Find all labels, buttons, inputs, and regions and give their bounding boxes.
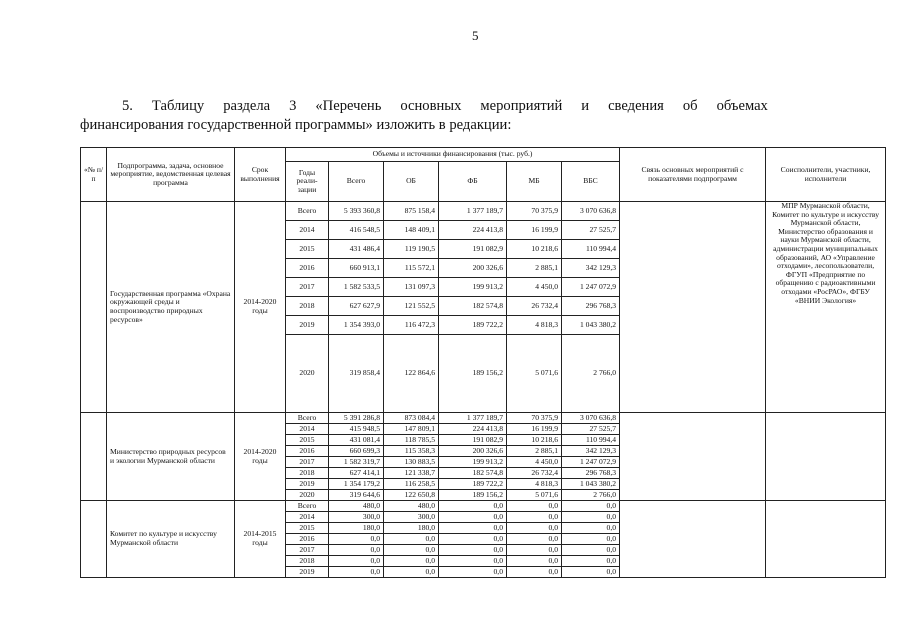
cell-vbs: 1 247 072,9: [562, 278, 620, 297]
cell-fb: 191 082,9: [439, 240, 507, 259]
cell-mb: 0,0: [507, 556, 562, 567]
cell-vbs: 110 994,4: [562, 240, 620, 259]
row-year: 2018: [286, 556, 329, 567]
cell-mb: 0,0: [507, 523, 562, 534]
cell-total: 0,0: [329, 567, 384, 578]
cell-vbs: 296 768,3: [562, 297, 620, 316]
cell-ob: 116 258,5: [384, 479, 439, 490]
financing-table: [80, 147, 886, 578]
cell-ob: 115 572,1: [384, 259, 439, 278]
header-link: Связь основных мероприятий с показателями подпрограмм: [620, 148, 766, 202]
row-year: 2018: [286, 297, 329, 316]
cell-fb: 0,0: [439, 545, 507, 556]
cell-ob: 121 338,7: [384, 468, 439, 479]
cell-mb: 16 199,9: [507, 424, 562, 435]
cell-ob: 180,0: [384, 523, 439, 534]
cell-fb: 0,0: [439, 567, 507, 578]
cell-ob: 115 358,3: [384, 446, 439, 457]
cell-ob: 131 097,3: [384, 278, 439, 297]
cell-fb: 0,0: [439, 556, 507, 567]
block-name: Министерство природных ресурсов и экологии Мурманской области: [107, 413, 235, 501]
cell-vbs: 2 766,0: [562, 490, 620, 501]
cell-fb: 199 913,2: [439, 457, 507, 468]
row-year: 2017: [286, 278, 329, 297]
block-executors: [766, 413, 886, 501]
cell-ob: 0,0: [384, 556, 439, 567]
cell-fb: 1 377 189,7: [439, 413, 507, 424]
header-years: Годы реали-зации: [286, 162, 329, 202]
cell-total: 5 393 360,8: [329, 202, 384, 221]
header-subprogram: Подпрограмма, задача, основное мероприятие, ведомственная целевая программа: [107, 148, 235, 202]
cell-mb: 4 818,3: [507, 316, 562, 335]
block-link: [620, 202, 766, 413]
row-year: 2019: [286, 316, 329, 335]
cell-total: 627 627,9: [329, 297, 384, 316]
cell-ob: 0,0: [384, 534, 439, 545]
intro-word: и: [581, 98, 590, 114]
cell-fb: 0,0: [439, 534, 507, 545]
cell-mb: 10 218,6: [507, 240, 562, 259]
cell-vbs: 3 070 636,8: [562, 202, 620, 221]
block-executors: МПР Мурманской области, Комитет по культуре и искусству Мурманской области, Министерство образования и науки Мурманской области, администрации муниципальных образований, АО «Управление отходами», лесопользователи, ФГУП «Предприятие по обращению с радиоактивными отходами «РосРАО», ФГБУ «ВНИИ Экология»: [766, 202, 886, 413]
cell-total: 0,0: [329, 545, 384, 556]
table-row: [81, 501, 886, 512]
cell-vbs: 3 070 636,8: [562, 413, 620, 424]
cell-total: 660 913,1: [329, 259, 384, 278]
cell-total: 480,0: [329, 501, 384, 512]
cell-ob: 121 552,5: [384, 297, 439, 316]
cell-ob: 300,0: [384, 512, 439, 523]
row-year: 2020: [286, 490, 329, 501]
cell-ob: 119 190,5: [384, 240, 439, 259]
cell-fb: 224 413,8: [439, 424, 507, 435]
cell-total: 1 354 393,0: [329, 316, 384, 335]
cell-vbs: 0,0: [562, 501, 620, 512]
cell-vbs: 27 525,7: [562, 424, 620, 435]
block-name: Государственная программа «Охрана окружающей среды и воспроизводство природных ресурсов»: [107, 202, 235, 413]
cell-mb: 0,0: [507, 534, 562, 545]
cell-ob: 116 472,3: [384, 316, 439, 335]
cell-total: 416 548,5: [329, 221, 384, 240]
table-row: [81, 202, 886, 221]
cell-mb: 70 375,9: [507, 202, 562, 221]
cell-total: 660 699,3: [329, 446, 384, 457]
cell-total: 319 858,4: [329, 335, 384, 413]
cell-mb: 5 071,6: [507, 490, 562, 501]
table-row: [81, 413, 886, 424]
cell-ob: 118 785,5: [384, 435, 439, 446]
cell-fb: 1 377 189,7: [439, 202, 507, 221]
block-term: 2014-2020 годы: [235, 413, 286, 501]
block-num: [81, 413, 107, 501]
cell-total: 5 391 286,8: [329, 413, 384, 424]
cell-mb: 2 885,1: [507, 259, 562, 278]
header-financing: Объемы и источники финансирования (тыс. руб.): [286, 148, 620, 162]
header-ob: ОБ: [384, 162, 439, 202]
cell-fb: 224 413,8: [439, 221, 507, 240]
cell-mb: 26 732,4: [507, 297, 562, 316]
block-num: [81, 202, 107, 413]
cell-vbs: 1 247 072,9: [562, 457, 620, 468]
cell-mb: 5 071,6: [507, 335, 562, 413]
header-vbs: ВБС: [562, 162, 620, 202]
cell-fb: 189 156,2: [439, 490, 507, 501]
intro-word: 3: [289, 98, 297, 114]
cell-ob: 130 883,5: [384, 457, 439, 468]
header-num: «№ п/п: [81, 148, 107, 202]
cell-total: 627 414,1: [329, 468, 384, 479]
block-term: 2014-2015 годы: [235, 501, 286, 578]
cell-mb: 4 818,3: [507, 479, 562, 490]
cell-ob: 122 864,6: [384, 335, 439, 413]
intro-word: объемах: [716, 98, 768, 114]
row-year: 2020: [286, 335, 329, 413]
intro-word: мероприятий: [480, 98, 563, 114]
intro-word: Таблицу: [151, 98, 205, 114]
cell-vbs: 0,0: [562, 534, 620, 545]
intro-word: сведения: [608, 98, 664, 114]
cell-vbs: 1 043 380,2: [562, 479, 620, 490]
row-year: 2014: [286, 424, 329, 435]
intro-paragraph: [80, 97, 768, 135]
page-number: 5: [472, 28, 479, 43]
intro-line-1: [80, 97, 768, 116]
cell-total: 319 644,6: [329, 490, 384, 501]
row-year: 2015: [286, 523, 329, 534]
intro-word: 5.: [122, 98, 133, 114]
row-year: Всего: [286, 501, 329, 512]
cell-ob: 875 158,4: [384, 202, 439, 221]
row-year: Всего: [286, 413, 329, 424]
row-year: 2014: [286, 512, 329, 523]
cell-mb: 2 885,1: [507, 446, 562, 457]
cell-mb: 70 375,9: [507, 413, 562, 424]
block-link: [620, 501, 766, 578]
cell-fb: 189 722,2: [439, 316, 507, 335]
cell-fb: 0,0: [439, 512, 507, 523]
cell-mb: 0,0: [507, 545, 562, 556]
cell-ob: 0,0: [384, 545, 439, 556]
row-year: Всего: [286, 202, 329, 221]
cell-vbs: 2 766,0: [562, 335, 620, 413]
row-year: 2014: [286, 221, 329, 240]
cell-mb: 0,0: [507, 567, 562, 578]
cell-mb: 4 450,0: [507, 278, 562, 297]
cell-vbs: 342 129,3: [562, 446, 620, 457]
cell-vbs: 110 994,4: [562, 435, 620, 446]
cell-vbs: 0,0: [562, 567, 620, 578]
cell-mb: 16 199,9: [507, 221, 562, 240]
cell-total: 1 354 179,2: [329, 479, 384, 490]
cell-mb: 0,0: [507, 501, 562, 512]
cell-ob: 147 809,1: [384, 424, 439, 435]
cell-vbs: 342 129,3: [562, 259, 620, 278]
cell-vbs: 27 525,7: [562, 221, 620, 240]
row-year: 2019: [286, 479, 329, 490]
cell-fb: 0,0: [439, 523, 507, 534]
cell-fb: 199 913,2: [439, 278, 507, 297]
cell-mb: 10 218,6: [507, 435, 562, 446]
cell-fb: 191 082,9: [439, 435, 507, 446]
cell-total: 0,0: [329, 534, 384, 545]
cell-total: 180,0: [329, 523, 384, 534]
cell-ob: 0,0: [384, 567, 439, 578]
cell-vbs: 0,0: [562, 523, 620, 534]
row-year: 2016: [286, 446, 329, 457]
cell-ob: 873 084,4: [384, 413, 439, 424]
cell-fb: 182 574,8: [439, 297, 507, 316]
block-num: [81, 501, 107, 578]
intro-word: раздела: [223, 98, 271, 114]
cell-total: 300,0: [329, 512, 384, 523]
row-year: 2017: [286, 545, 329, 556]
header-mb: МБ: [507, 162, 562, 202]
row-year: 2015: [286, 240, 329, 259]
intro-line-2: финансирования государственной программы» изложить в редакции:: [80, 117, 512, 133]
row-year: 2018: [286, 468, 329, 479]
cell-ob: 122 650,8: [384, 490, 439, 501]
cell-fb: 200 326,6: [439, 259, 507, 278]
cell-vbs: 1 043 380,2: [562, 316, 620, 335]
block-name: Комитет по культуре и искусству Мурманской области: [107, 501, 235, 578]
cell-vbs: 0,0: [562, 512, 620, 523]
cell-total: 1 582 533,5: [329, 278, 384, 297]
row-year: 2016: [286, 259, 329, 278]
header-term: Срок выполнения: [235, 148, 286, 202]
intro-word: об: [682, 98, 698, 114]
cell-mb: 0,0: [507, 512, 562, 523]
row-year: 2015: [286, 435, 329, 446]
header-executors: Соисполнители, участники, исполнители: [766, 148, 886, 202]
block-link: [620, 413, 766, 501]
cell-total: 431 486,4: [329, 240, 384, 259]
row-year: 2017: [286, 457, 329, 468]
cell-fb: 182 574,8: [439, 468, 507, 479]
cell-fb: 189 156,2: [439, 335, 507, 413]
block-executors: [766, 501, 886, 578]
block-term: 2014-2020 годы: [235, 202, 286, 413]
cell-fb: 200 326,6: [439, 446, 507, 457]
cell-fb: 189 722,2: [439, 479, 507, 490]
header-fb: ФБ: [439, 162, 507, 202]
cell-vbs: 296 768,3: [562, 468, 620, 479]
cell-mb: 4 450,0: [507, 457, 562, 468]
header-total: Всего: [329, 162, 384, 202]
row-year: 2016: [286, 534, 329, 545]
cell-fb: 0,0: [439, 501, 507, 512]
intro-word: основных: [400, 98, 462, 114]
cell-total: 415 948,5: [329, 424, 384, 435]
intro-word: «Перечень: [315, 98, 382, 114]
cell-total: 1 582 319,7: [329, 457, 384, 468]
cell-total: 431 081,4: [329, 435, 384, 446]
row-year: 2019: [286, 567, 329, 578]
cell-mb: 26 732,4: [507, 468, 562, 479]
cell-vbs: 0,0: [562, 545, 620, 556]
cell-ob: 148 409,1: [384, 221, 439, 240]
cell-vbs: 0,0: [562, 556, 620, 567]
cell-total: 0,0: [329, 556, 384, 567]
cell-ob: 480,0: [384, 501, 439, 512]
